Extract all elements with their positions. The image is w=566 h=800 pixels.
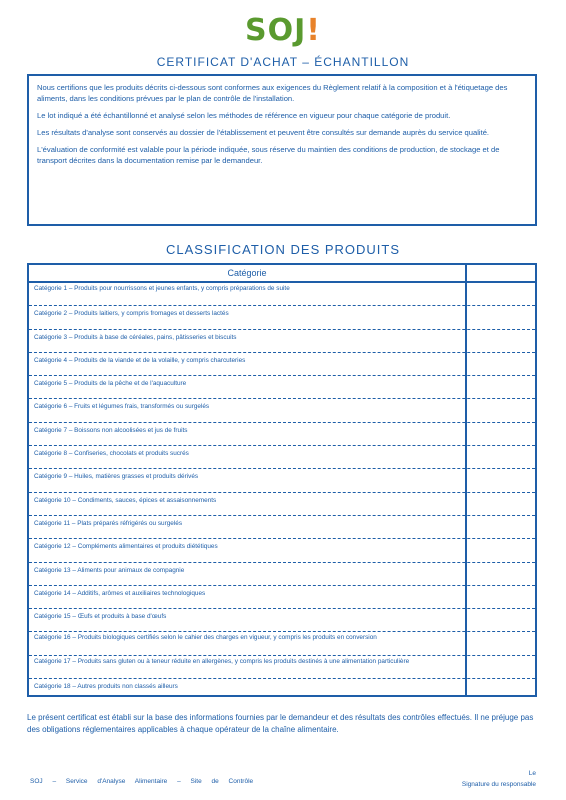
category-table [27,263,537,697]
category-label: Catégorie 5 – Produits de la pêche et de l'aquaculture [34,380,187,388]
logo-accent: ! [306,13,321,48]
table-row [29,539,535,562]
category-label: Catégorie 17 – Produits sans gluten ou à teneur réduite en allergènes, y compris les produits destinés à une alimentation particulière [34,657,410,665]
logo [0,14,566,48]
category-label: Catégorie 11 – Plats préparés réfrigérés ou surgelés [34,519,183,527]
intro-box [27,74,537,226]
table-row [29,469,535,492]
table-row [29,563,535,586]
table-row [29,516,535,539]
category-label: Catégorie 15 – Œufs et produits à base d'œufs [34,613,167,621]
table-header-blank [467,265,535,283]
table-row [29,586,535,609]
section-title: CLASSIFICATION DES PRODUITS [165,242,401,257]
intro-paragraph-2: Le lot indiqué a été échantillonné et analysé selon les méthodes de référence en vigueur pour chaque catégorie de produit. [37,111,451,120]
category-label: Catégorie 14 – Additifs, arômes et auxiliaires technologiques [34,589,206,597]
category-label: Catégorie 3 – Produits à base de céréales, pains, pâtisseries et biscuits [34,333,237,341]
intro-paragraph-3: Les résultats d'analyse sont conservés au dossier de l'établissement et peuvent être consultés sur demande auprès du service qualité. [37,128,490,137]
category-label: Catégorie 12 – Compléments alimentaires et produits diététiques [34,543,218,551]
table-row [29,493,535,516]
table-row [29,353,535,376]
category-label: Catégorie 2 – Produits laitiers, y compris fromages et desserts lactés [34,310,229,318]
category-label: Catégorie 4 – Produits de la viande et de la volaille, y compris charcuteries [34,356,246,364]
category-label: Catégorie 7 – Boissons non alcoolisées et jus de fruits [34,426,188,434]
category-label: Catégorie 16 – Produits biologiques certifiés selon le cahier des charges en vigueur, y compris les produits en conversion [34,634,377,642]
logo-text: SOJ [245,13,307,48]
footer-left: SOJ – Service d'Analyse Alimentaire – Site de Contrôle [30,778,254,785]
category-label: Catégorie 1 – Produits pour nourrissons et jeunes enfants, y compris préparations de suite [34,285,290,292]
table-row [29,632,535,655]
table-row [29,679,535,702]
intro-paragraph-1: Nous certifions que les produits décrits ci-dessous sont conformes aux exigences du Règlement relatif à la composition et à l'étiquetage des aliments, dans les conditions prévues par le plan de contrôle de l'installation. [37,83,508,103]
table-row [29,399,535,422]
table-row [29,376,535,399]
table-row [29,306,535,329]
table-row [29,423,535,446]
category-label: Catégorie 9 – Huiles, matières grasses et produits dérivés [34,473,199,481]
table-row [29,446,535,469]
footer-signature-label: Signature du responsable [461,781,536,788]
table-row [29,609,535,632]
table-row [29,656,535,679]
table-header: Catégorie [29,265,465,283]
category-label: Catégorie 10 – Condiments, sauces, épices et assaisonnements [34,496,217,504]
category-label: Catégorie 6 – Fruits et légumes frais, transformés ou surgelés [34,403,210,411]
closing-paragraph: Le présent certificat est établi sur la base des informations fournies par le demandeur et des résultats des contrôles effectués. Il ne préjuge pas des obligations réglementaires applicables à chaque opérateur de la chaîne alimentaire. [27,713,534,734]
category-label: Catégorie 8 – Confiseries, chocolats et produits sucrés [34,450,189,458]
intro-paragraph-4: L'évaluation de conformité est valable pour la période indiquée, sous réserve du maintien des conditions de production, de stockage et de transport décrites dans la documentation remise par le demandeur. [37,145,500,165]
footer-right [462,768,536,790]
table-row [29,330,535,353]
table-body [29,283,535,702]
table-row [29,283,535,306]
category-label: Catégorie 18 – Autres produits non classés ailleurs [34,683,178,691]
footer-date-label: Le [528,770,536,777]
category-label: Catégorie 13 – Aliments pour animaux de compagnie [34,566,185,574]
page-title: CERTIFICAT D'ACHAT – ÉCHANTILLON [156,55,410,69]
